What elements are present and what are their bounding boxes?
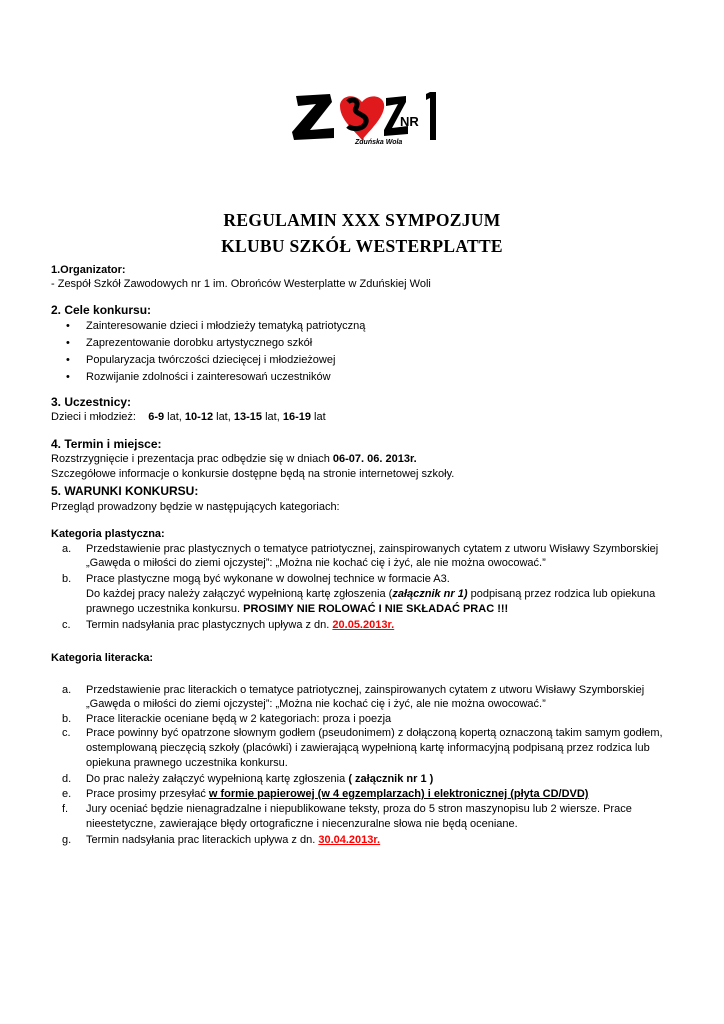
item-marker: a. xyxy=(62,543,72,555)
item-marker: g. xyxy=(62,834,72,846)
date-text xyxy=(51,452,417,466)
text-span: Termin nadsyłania prac plastycznych upływa z dn. xyxy=(86,619,333,631)
age-group: 6-9 xyxy=(148,411,165,423)
item-marker: b. xyxy=(62,713,72,725)
participants-text: Dzieci i młodzież: 6-9 lat, 10-12 lat, 13-15 lat, 16-19 lat xyxy=(51,411,326,423)
bullet-icon: • xyxy=(66,371,70,383)
text-span: Do prac należy załączyć wypełnioną kartę zgłoszenia xyxy=(86,773,349,785)
item-marker: e. xyxy=(62,788,72,800)
conditions-text: Przegląd prowadzony będzie w następujących kategoriach: xyxy=(51,501,340,513)
goal-item: Zaprezentowanie dorobku artystycznego szkół xyxy=(86,337,313,349)
lit-item-c-line3: opiekuna prawnego uczestnika konkursu. xyxy=(86,757,288,769)
attachment-ref: załącznik nr 1) xyxy=(392,588,468,600)
art-category-heading: Kategoria plastyczna: xyxy=(51,528,165,540)
date-text-prefix: Rozstrzygnięcie i prezentacja prac odbędzie się w dniach xyxy=(51,453,333,465)
literary-deadline: 30.04.2013r. xyxy=(318,834,381,846)
lit-item-g xyxy=(86,833,380,847)
info-text: Szczegółowe informacje o konkursie dostępne będą na stronie internetowej szkoły. xyxy=(51,468,455,480)
text-span: Do każdej pracy należy załączyć wypełnioną kartę zgłoszenia ( xyxy=(86,588,393,600)
bullet-icon: • xyxy=(66,354,70,366)
document-title-line2: KLUBU SZKÓŁ WESTERPLATTE xyxy=(221,236,503,256)
participants-heading: 3. Uczestnicy: xyxy=(51,395,132,409)
submission-format: w formie papierowej (w 4 egzemplarzach) i elektronicznej (płyta CD/DVD) xyxy=(208,788,589,800)
lit-item-d xyxy=(86,772,433,786)
lit-item-e xyxy=(86,787,588,801)
participants-prefix: Dzieci i młodzież: xyxy=(51,411,136,423)
date-place-heading: 4. Termin i miejsce: xyxy=(51,437,162,451)
lit-item-f-line1: Jury oceniać będzie nienagradzalne i niepublikowane teksty, proza do 5 stron maszynopisu lub 2 wiersze. Prace xyxy=(86,803,632,815)
text-span: Prace prosimy przesyłać xyxy=(86,788,209,800)
document-title-line1: REGULAMIN XXX SYMPOZJUM xyxy=(223,210,501,230)
conditions-heading: 5. WARUNKI KONKURSU: xyxy=(51,484,199,498)
attachment-ref: ( załącznik nr 1 ) xyxy=(348,773,434,785)
item-marker: a. xyxy=(62,684,72,696)
art-item-a-line1: Przedstawienie prac plastycznych o tematyce patriotycznej, zainspirowanych cytatem z utworu Wisławy Szymborskiej xyxy=(86,543,659,555)
item-marker: d. xyxy=(62,773,72,785)
goal-item: Popularyzacja twórczości dziecięcej i młodzieżowej xyxy=(86,354,336,366)
art-item-a-line2: „Gawęda o miłości do ziemi ojczystej”: „Można nie kochać cię i żyć, ale nie można owocować.” xyxy=(86,557,546,569)
goal-item: Rozwijanie zdolności i zainteresowań uczestników xyxy=(86,371,331,383)
art-deadline: 20.05.2013r. xyxy=(332,619,395,631)
text-span: podpisaną przez rodzica lub opiekuna xyxy=(467,588,656,600)
bullet-icon: • xyxy=(66,320,70,332)
goal-item: Zainteresowanie dzieci i młodzieży tematyką patriotyczną xyxy=(86,320,366,332)
age-unit: lat xyxy=(314,411,326,423)
art-item-b-line1: Prace plastyczne mogą być wykonane w dowolnej technice w formacie A3. xyxy=(86,573,450,585)
art-item-b-line3 xyxy=(86,602,508,616)
text-span: prawnego uczestnika konkursu. xyxy=(86,603,244,615)
goals-heading: 2. Cele konkursu: xyxy=(51,303,152,317)
age-unit: lat xyxy=(167,411,179,423)
logo-city-text: Zduńska Wola xyxy=(355,139,403,146)
no-folding-notice: PROSIMY NIE ROLOWAĆ I NIE SKŁADAĆ PRAC !!! xyxy=(243,603,509,615)
age-unit: lat xyxy=(216,411,228,423)
lit-item-f-line2: nieestetyczne, zawierające błędy ortograficzne i niecenzuralne słowa nie będą oceniane. xyxy=(86,818,518,830)
age-unit: lat xyxy=(265,411,277,423)
item-marker: c. xyxy=(62,727,71,739)
svg-text:NR: NR xyxy=(400,114,419,129)
age-group: 16-19 xyxy=(282,411,311,423)
age-group: 10-12 xyxy=(184,411,214,423)
event-dates: 06-07. 06. 2013r. xyxy=(332,453,417,465)
age-group: 13-15 xyxy=(233,411,263,423)
literary-category-heading: Kategoria literacka: xyxy=(51,652,154,664)
bullet-icon: • xyxy=(66,337,70,349)
lit-item-c-line1: Prace powinny być opatrzone słownym godłem (pseudonimem) z dołączoną kopertą oznaczoną takim samym godłem, xyxy=(86,727,663,739)
text-span: Termin nadsyłania prac literackich upływa z dn. xyxy=(86,834,319,846)
item-marker: c. xyxy=(62,619,71,631)
organizer-text: - Zespół Szkół Zawodowych nr 1 im. Obrońców Westerplatte w Zduńskiej Woli xyxy=(51,278,431,290)
art-item-c xyxy=(86,618,394,632)
organizer-heading: 1.Organizator: xyxy=(51,264,126,276)
item-marker: b. xyxy=(62,573,72,585)
item-marker: f. xyxy=(62,803,69,815)
lit-item-a-line1: Przedstawienie prac literackich o tematyce patriotycznej, zainspirowanych cytatem z utworu Wisławy Szymborskiej xyxy=(86,684,645,696)
lit-item-a-line2: „Gawęda o miłości do ziemi ojczystej”: „Można nie kochać cię i żyć, ale nie można owocować.” xyxy=(86,698,546,710)
art-item-b-line2 xyxy=(86,587,655,601)
lit-item-c-line2: ostemplowaną pieczęcią szkoły (placówki) i zawierającą wypełnioną kartę informacyjną podpisaną przez rodzica lub xyxy=(86,742,650,754)
lit-item-b: Prace literackie oceniane będą w 2 kategoriach: proza i poezja xyxy=(86,713,392,725)
